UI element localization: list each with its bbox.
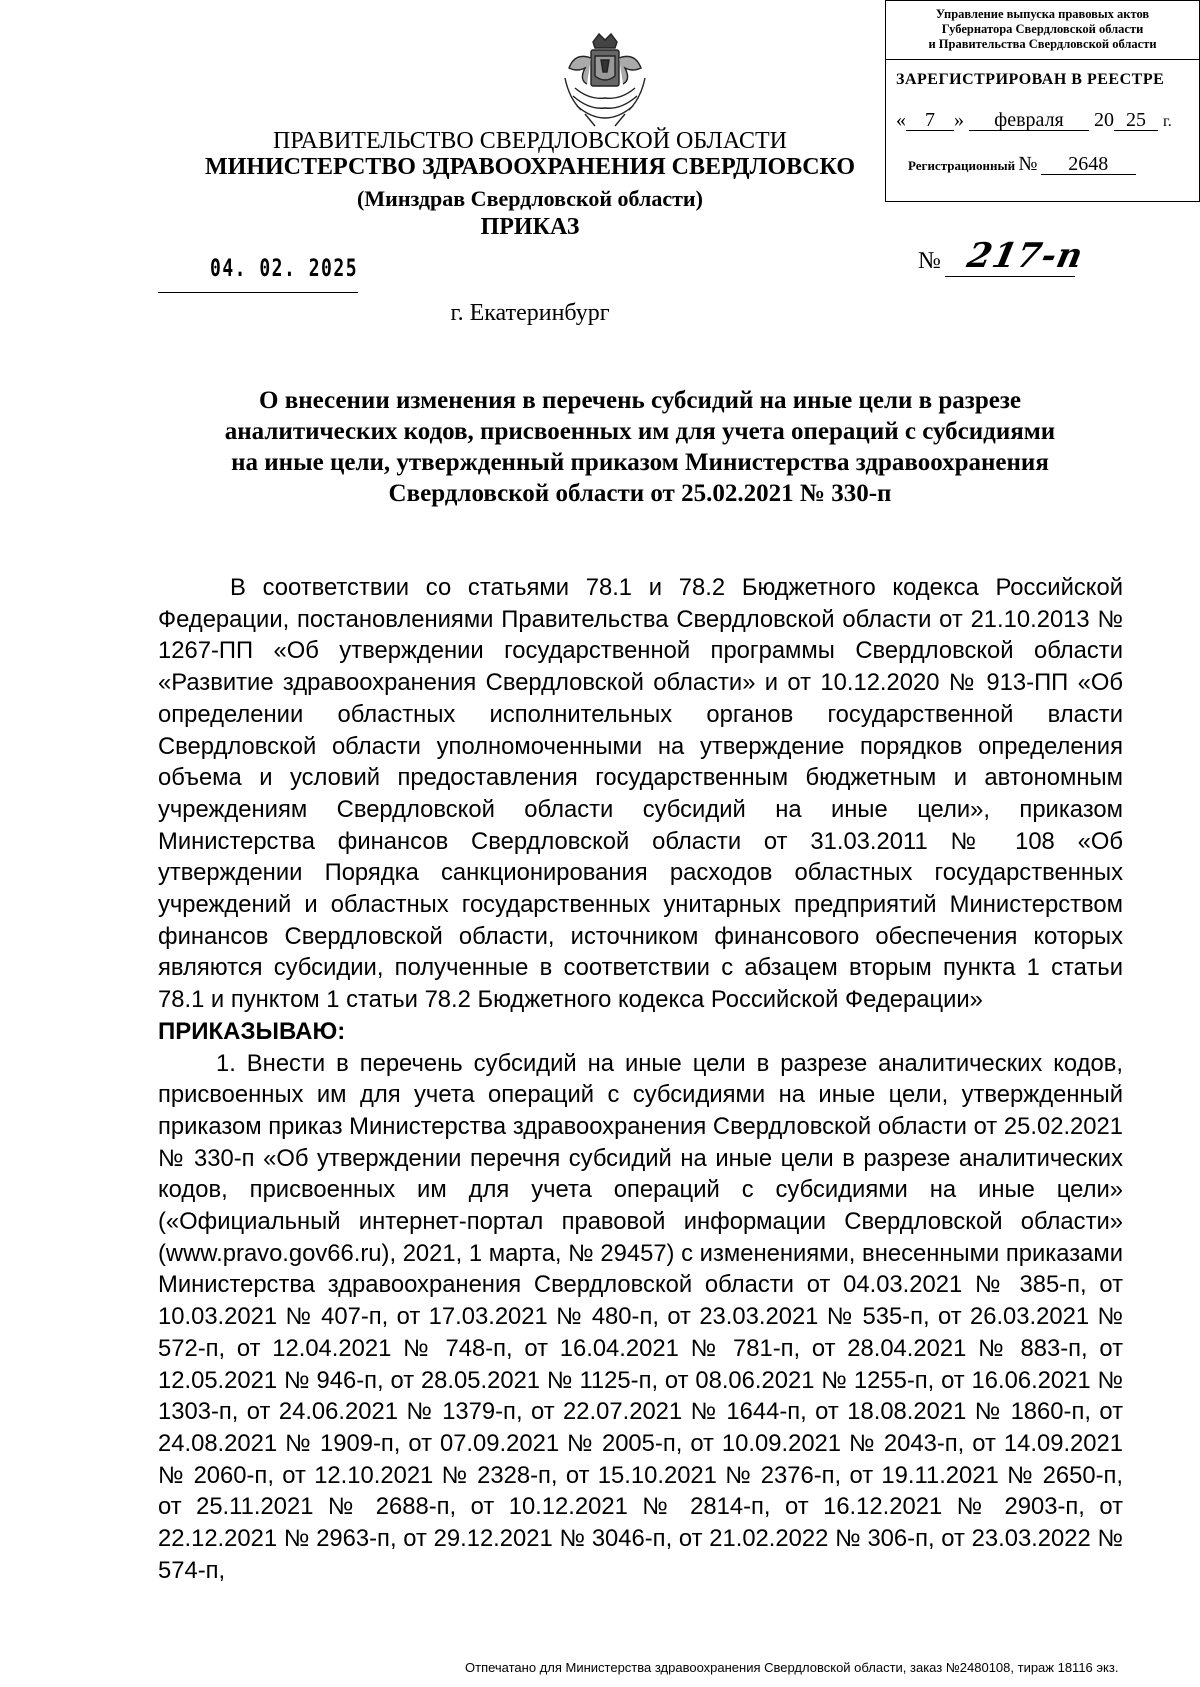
stamp-divider — [886, 59, 1199, 60]
stamp-reg-label: Регистрационный — [908, 158, 1016, 173]
stamp-year-abbr: г. — [1163, 113, 1172, 130]
stamp-date — [896, 109, 1172, 132]
stamp-reg-number-row — [908, 153, 1136, 176]
preamble-paragraph: В соответствии со статьями 78.1 и 78.2 Бюджетного кодекса Российской Федерации, постановлениями Правительства Свердловской области от 21.10.2013 № 1267-ПП «Об утверждении государственной программы Свердловской области «Развитие здравоохранения Свердловской области» и от 10.12.2020 № 913-ПП «Об определении областных исполнительных органов государственной власти Свердловской области уполномоченными на утверждение порядков определения объема и условий предоставления государственным бюджетным и автономным учреждениям Свердловской области субсидий на иные цели», приказом Министерства финансов Свердловской области от 31.03.2011 № 108 «Об утверждении Порядка санкционирования расходов областных государственных учреждений и областных государственных унитарных предприятий Министерством финансов Свердловской области, источником финансового обеспечения которых являются субсидии, полученные в соответствии с абзацем вторым пункта 1 статьи 78.1 и пунктом 1 статьи 78.2 Бюджетного кодекса Российской Федерации» — [158, 574, 1123, 1014]
order-date: 04. 02. 2025 — [210, 254, 359, 282]
stamp-quote: « — [896, 109, 906, 131]
stamp-quote: » — [954, 109, 964, 131]
title-line: на иные цели, утвержденный приказом Министерства здравоохранения — [231, 449, 1049, 476]
ministry-name: МИНИСТЕРСТВО ЗДРАВООХРАНЕНИЯ СВЕРДЛОВСКО — [205, 154, 855, 180]
number-underline — [945, 276, 1075, 277]
ministry-abbreviation: (Минздрав Свердловской области) — [357, 186, 703, 211]
item-1-paragraph: 1. Внести в перечень субсидий на иные цели в разрезе аналитических кодов, присвоенных им для учета операций с субсидиями на иные цели, утвержденный приказом приказ Министерства здравоохранения Свердловской области от 25.02.2021 № 330-п «Об утверждении перечня субсидий на иные цели в разрезе аналитических кодов, присвоенных им для учета операций с субсидиями на иные цели» («Официальный интернет-портал правовой информации Свердловской области» (www.pravo.gov66.ru), 2021, 1 марта, № 29457) с изменениями, внесенными приказами Министерства здравоохранения Свердловской области от 04.03.2021 № 385-п, от 10.03.2021 № 407-п, от 17.03.2021 № 480-п, от 23.03.2021 № 535-п, от 26.03.2021 № 572-п, от 12.04.2021 № 748-п, от 16.04.2021 № 781-п, от 28.04.2021 № 883-п, от 12.05.2021 № 946-п, от 28.05.2021 № 1125-п, от 08.06.2021 № 1255-п, от 16.06.2021 № 1303-п, от 24.06.2021 № 1379-п, от 22.07.2021 № 1644-п, от 18.08.2021 № 1860-п, от 24.08.2021 № 1909-п, от 07.09.2021 № 2005-п, от 10.09.2021 № 2043-п, от 14.09.2021 № 2060-п, от 12.10.2021 № 2328-п, от 15.10.2021 № 2376-п, от 19.11.2021 № 2650-п, от 25.11.2021 № 2688-п, от 10.12.2021 № 2814-п, от 16.12.2021 № 2903-п, от 22.12.2021 № 2963-п, от 29.12.2021 № 3046-п, от 21.02.2022 № 306-п, от 23.03.2022 № 574-п, — [158, 1049, 1123, 1584]
title-line: Свердловской области от 25.02.2021 № 330-п — [388, 480, 892, 507]
order-body — [158, 572, 1123, 1587]
order-number-sign: № — [918, 248, 941, 274]
stamp-year-prefix: 20 — [1094, 109, 1114, 131]
stamp-issuer-line: Управление выпуска правовых актов — [935, 7, 1150, 21]
stamp-issuer — [886, 7, 1199, 52]
stamp-month: февраля — [969, 110, 1089, 131]
stamp-num-sign: № — [1018, 153, 1038, 175]
title-line: О внесении изменения в перечень субсидий на иные цели в разрезе — [259, 387, 1021, 414]
stamp-day: 7 — [906, 110, 954, 131]
stamp-year-suffix: 25 — [1114, 110, 1158, 131]
stamp-reg-number: 2648 — [1041, 154, 1136, 175]
stamp-issuer-line: и Правительства Свердловской области — [928, 37, 1157, 51]
registration-stamp — [885, 0, 1200, 202]
title-line: аналитических кодов, присвоенных им для учета операций с субсидиями — [224, 418, 1056, 445]
order-number-handwritten: 217-п — [963, 236, 1088, 276]
stamp-issuer-line: Губернатора Свердловской области — [941, 22, 1144, 36]
city: г. Екатеринбург — [450, 300, 610, 326]
print-footer: Отпечатано для Министерства здравоохранения Свердловской области, заказ №2480108, тираж 18116 экз. — [465, 1660, 1119, 1675]
coat-of-arms-emblem — [555, 28, 655, 133]
order-title — [190, 385, 1090, 509]
government-name: ПРАВИТЕЛЬСТВО СВЕРДЛОВСКОЙ ОБЛАСТИ — [273, 128, 787, 154]
date-underline — [158, 292, 358, 293]
order-directive: ПРИКАЗЫВАЮ: — [158, 1017, 346, 1045]
document-type: ПРИКАЗ — [480, 214, 580, 240]
stamp-registered-label: ЗАРЕГИСТРИРОВАН В РЕЕСТРЕ — [896, 71, 1165, 88]
